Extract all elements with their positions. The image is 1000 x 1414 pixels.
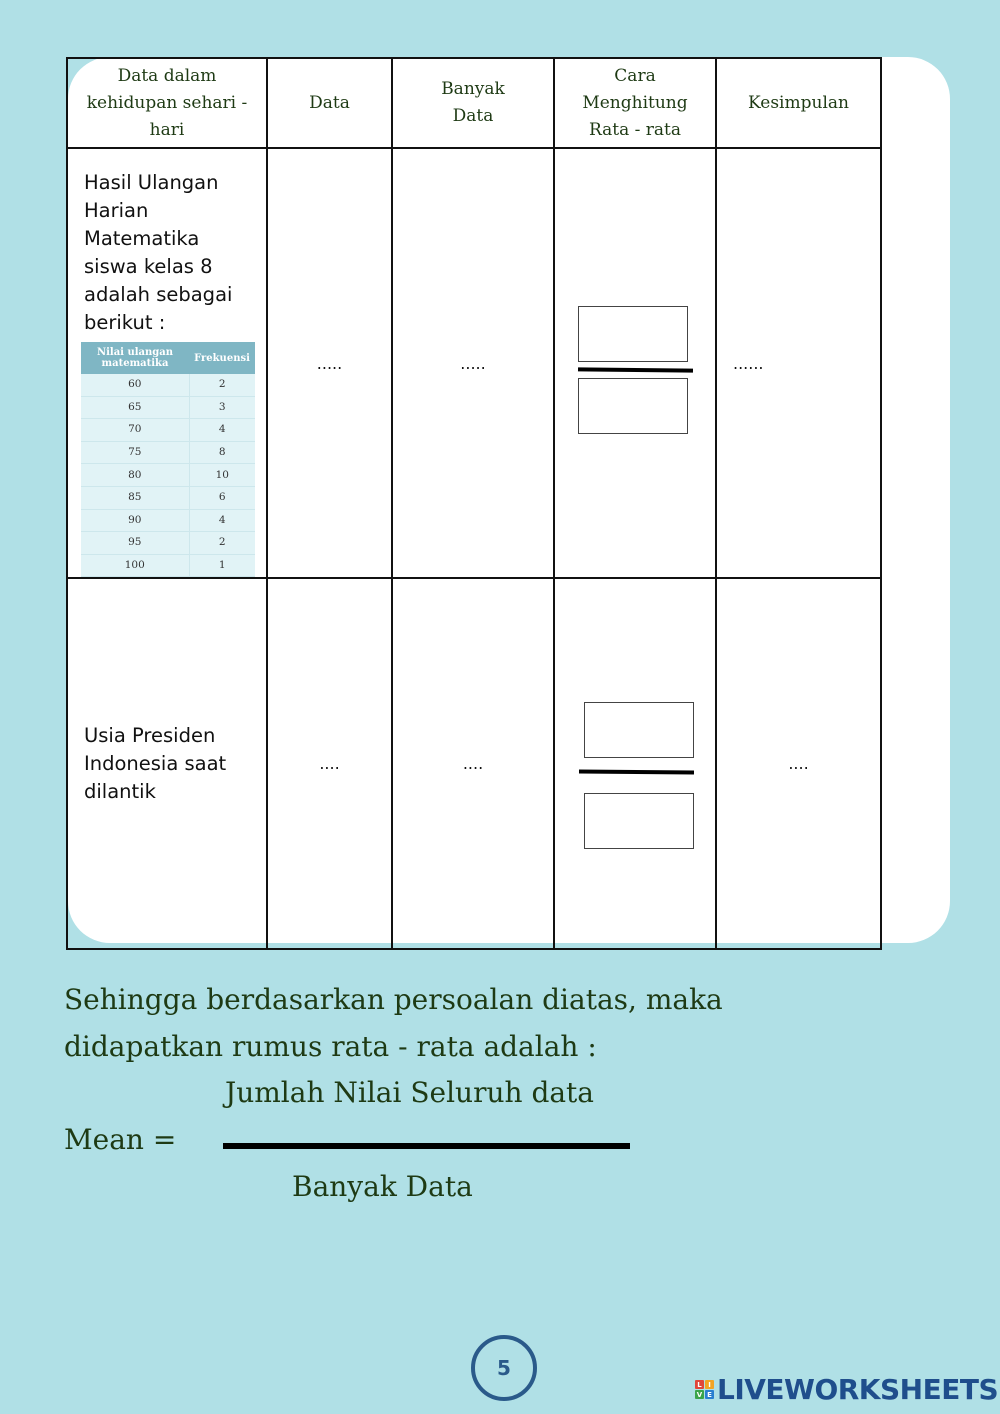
fraction-bar bbox=[578, 367, 693, 372]
freq-row bbox=[81, 554, 255, 577]
header-data: Data bbox=[267, 58, 392, 148]
conclusion-answer-blank[interactable]: .... bbox=[716, 578, 881, 949]
logo-letter: V bbox=[696, 1390, 703, 1399]
freq-count: 2 bbox=[189, 532, 255, 555]
freq-score: 85 bbox=[81, 486, 189, 509]
freq-count: 2 bbox=[189, 374, 255, 396]
data-count-answer-blank[interactable]: ..... bbox=[392, 148, 554, 578]
row-description-cell bbox=[67, 148, 267, 578]
freq-row bbox=[81, 464, 255, 487]
freq-row bbox=[81, 374, 255, 396]
logo-letter: L bbox=[695, 1380, 704, 1389]
frequency-table bbox=[81, 342, 255, 577]
freq-count: 3 bbox=[189, 396, 255, 419]
freq-row bbox=[81, 509, 255, 532]
numerator-input-box[interactable] bbox=[584, 702, 694, 758]
logo-letter: E bbox=[705, 1390, 714, 1399]
freq-row bbox=[81, 486, 255, 509]
logo-letter: I bbox=[705, 1380, 714, 1389]
mean-fraction bbox=[555, 579, 715, 948]
mean-fraction bbox=[555, 149, 715, 577]
row-description: Hasil Ulangan Harian Matematika siswa kelas 8 adalah sebagai berikut : bbox=[84, 171, 233, 334]
liveworksheets-icon bbox=[695, 1380, 714, 1399]
page-number: 5 bbox=[471, 1335, 537, 1401]
freq-row bbox=[81, 532, 255, 555]
denominator-input-box[interactable] bbox=[578, 378, 688, 434]
freq-count: 4 bbox=[189, 509, 255, 532]
data-table bbox=[66, 57, 882, 950]
table-row bbox=[67, 148, 881, 578]
freq-score: 70 bbox=[81, 419, 189, 442]
freq-row bbox=[81, 419, 255, 442]
freq-score: 90 bbox=[81, 509, 189, 532]
conclusion-answer-blank[interactable]: ...... bbox=[716, 148, 881, 578]
mean-fraction-cell bbox=[554, 578, 716, 949]
freq-row bbox=[81, 441, 255, 464]
formula-numerator: Jumlah Nilai Seluruh data bbox=[225, 1076, 595, 1109]
brand-name: LIVEWORKSHEETS bbox=[717, 1373, 999, 1406]
data-answer-blank[interactable]: ..... bbox=[267, 148, 392, 578]
mean-fraction-cell bbox=[554, 148, 716, 578]
liveworksheets-logo bbox=[695, 1373, 998, 1406]
fraction-bar bbox=[579, 770, 694, 775]
formula-fraction-bar bbox=[223, 1143, 630, 1149]
freq-score: 75 bbox=[81, 441, 189, 464]
formula-denominator: Banyak Data bbox=[292, 1170, 473, 1203]
freq-score: 80 bbox=[81, 464, 189, 487]
freq-score: 65 bbox=[81, 396, 189, 419]
freq-score: 95 bbox=[81, 532, 189, 555]
freq-count: 1 bbox=[189, 554, 255, 577]
header-conclusion: Kesimpulan bbox=[716, 58, 881, 148]
freq-row bbox=[81, 396, 255, 419]
denominator-input-box[interactable] bbox=[584, 793, 694, 849]
data-answer-blank[interactable]: .... bbox=[267, 578, 392, 949]
table-row bbox=[67, 578, 881, 949]
header-mean-method: Cara Menghitung Rata - rata bbox=[554, 58, 716, 148]
freq-count: 10 bbox=[189, 464, 255, 487]
freq-header-score: Nilai ulangan matematika bbox=[81, 342, 189, 374]
header-data-count: Banyak Data bbox=[392, 58, 554, 148]
freq-count: 4 bbox=[189, 419, 255, 442]
freq-count: 6 bbox=[189, 486, 255, 509]
table-header-row bbox=[67, 58, 881, 148]
freq-header-frequency: Frekuensi bbox=[189, 342, 255, 374]
mean-label: Mean = bbox=[64, 1123, 177, 1156]
row-description-cell bbox=[67, 578, 267, 949]
freq-score: 60 bbox=[81, 374, 189, 396]
data-count-answer-blank[interactable]: .... bbox=[392, 578, 554, 949]
conclusion-line-1: Sehingga berdasarkan persoalan diatas, maka bbox=[64, 983, 723, 1016]
header-daily-data: Data dalam kehidupan sehari - hari bbox=[67, 58, 267, 148]
freq-count: 8 bbox=[189, 441, 255, 464]
numerator-input-box[interactable] bbox=[578, 306, 688, 362]
freq-score: 100 bbox=[81, 554, 189, 577]
row-description: Usia Presiden Indonesia saat dilantik bbox=[84, 723, 227, 803]
conclusion-line-2: didapatkan rumus rata - rata adalah : bbox=[64, 1030, 597, 1063]
